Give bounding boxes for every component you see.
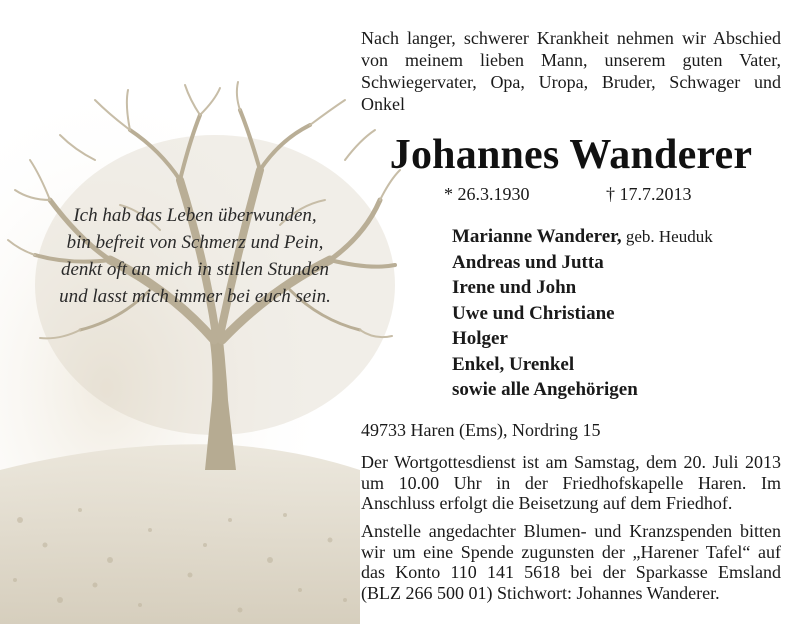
mourner-primary-name: Marianne Wanderer, [452,226,622,247]
intro-line: von meinem lieben Mann, unserem guten Vater, [361,50,781,70]
mourner-primary-suffix: geb. Heuduk [621,227,713,246]
donation-line: Anstelle angedachter Blumen- und Kranzspenden bitten [361,521,781,541]
mourner: Enkel, Urenkel [452,353,575,375]
donation-notice [361,521,781,603]
mourner: sowie alle Angehörigen [452,379,638,400]
service-line: Der Wortgottesdienst ist am Samstag, dem 20. Juli 2013 [361,452,781,472]
mourner: Irene und John [452,277,577,298]
mourner-primary [452,224,792,250]
mourner: Uwe und Christiane [452,302,615,324]
donation-line: (BLZ 266 500 01) Stichwort: Johannes Wanderer. [361,582,720,603]
announcement-intro [361,27,781,115]
poem-line: und lasst mich immer bei euch sein. [59,286,331,307]
intro-line: Schwiegervater, Opa, Uropa, Bruder, Schwager und [361,72,781,92]
service-line: Anschluss erfolgt die Beisetzung auf dem Friedhof. [361,493,733,513]
intro-line: Nach langer, schwerer Krankheit nehmen wir Abschied [361,28,781,48]
poem-line: bin befreit von Schmerz und Pein, [66,232,324,253]
service-notice [361,452,781,514]
mourner: Andreas und Jutta [452,251,604,273]
deceased-name: Johannes Wanderer [389,132,753,178]
mourners-list [452,224,792,403]
donation-line: das Konto 110 141 5618 bei der Sparkasse Emsland [361,562,781,582]
poem-line: Ich hab das Leben überwunden, [73,205,317,226]
birth-date: * 26.3.1930 [444,184,530,204]
family-address: 49733 Haren (Ems), Nordring 15 [361,420,601,440]
intro-line: Onkel [361,94,405,114]
death-date: † 17.7.2013 [606,184,692,204]
service-line: um 10.00 Uhr in der Friedhofskapelle Haren. Im [361,472,781,493]
mourner: Holger [452,328,508,349]
donation-line: wir um eine Spende zugunsten der „Harener Tafel“ auf [361,541,781,562]
poem-line: denkt oft an mich in stillen Stunden [60,259,330,280]
memorial-poem [30,202,360,310]
